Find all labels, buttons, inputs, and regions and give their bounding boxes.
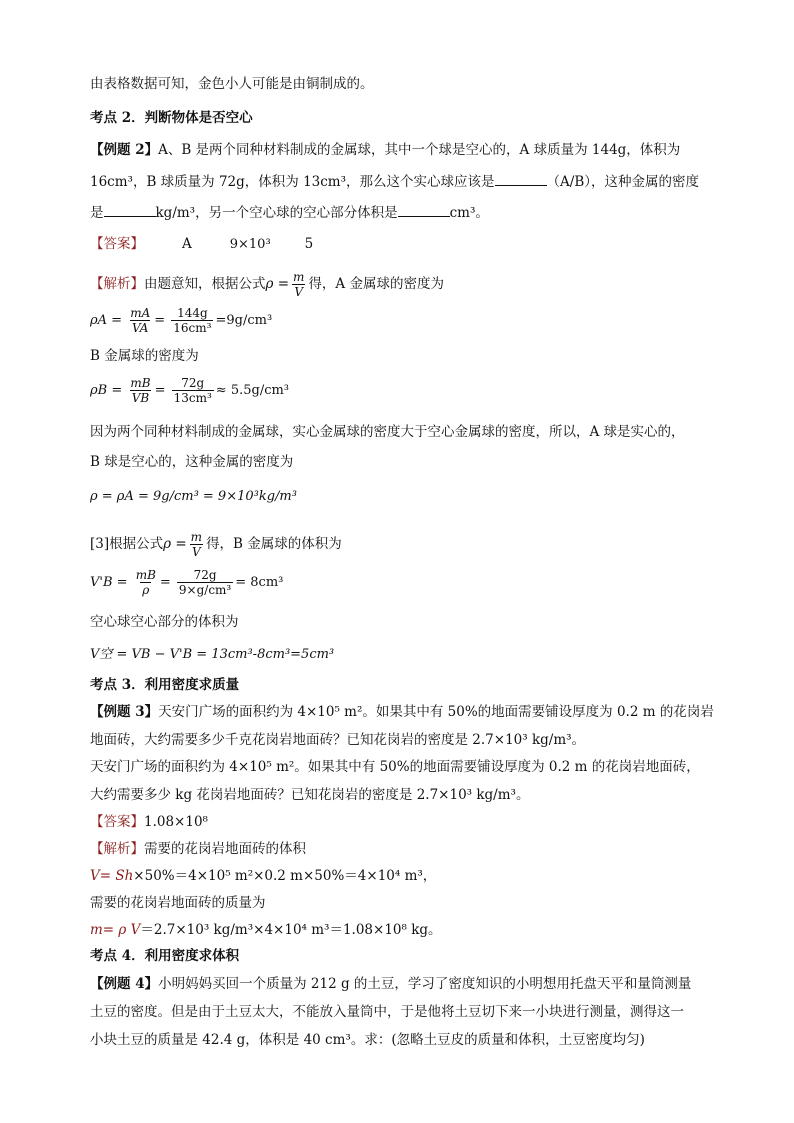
kp3-analysis-label: 【解析】 (90, 841, 144, 857)
answer-blank-2 (104, 204, 156, 217)
answer-blank-1 (495, 173, 547, 186)
hollow-label: 空心球空心部分的体积为 (90, 614, 239, 630)
kp4-question-line1 (90, 974, 691, 994)
step3-num: m (190, 530, 203, 544)
kp3-analysis-text: 需要的花岗岩地面砖的体积 (144, 841, 306, 857)
kp3-question-line2: 地面砖，大约需要多少千克花岗岩地面砖？已知花岗岩的密度是 2.7×10³ kg/m³。 (90, 732, 586, 748)
kp4-question-line3: 小块土豆的质量是 42.4 g，体积是 40 cm³。求：(忽略土豆皮的质量和体积，土豆密度均匀) (90, 1032, 645, 1048)
kp3-answer-label: 【答案】 (90, 814, 144, 830)
eq1-frac1-den: VA (131, 321, 149, 335)
kp2-q-text3b: kg/m³，另一个空心球的空心部分体积是 (155, 205, 398, 221)
kp2-eq4: V'B = $\frac{mB}{\rho}$ = $\frac{72g}{\text{9×g/cm³}}$ = 8cm³ (90, 568, 284, 597)
eq1-frac2 (171, 306, 213, 335)
eq4-frac2-den: 9×g/cm³ (178, 583, 232, 597)
eq2-rhs: ≈ 5.5g/cm³ (215, 383, 290, 398)
eq2-frac1-num: mB (130, 376, 151, 390)
eq1-frac2-den: 16cm³ (173, 321, 212, 335)
kp2-reason-line2: B 球是空心的，这种金属的密度为 (90, 454, 294, 470)
kp3-eq2-var: m= ρ V (90, 922, 141, 938)
kp4-q-text1: 小明妈妈买回一个质量为 212 g 的土豆，学习了密度知识的小明想用托盘天平和量筒测量 (158, 976, 692, 992)
kp4-heading: 考点 4．利用密度求体积 (90, 948, 240, 964)
kp2-answer-line (90, 234, 313, 255)
eq4-frac2-num: 72g (193, 568, 217, 582)
eq4-frac2 (177, 568, 233, 597)
kp2-heading: 考点 2．判断物体是否空心 (90, 110, 253, 126)
kp3-eq1-text: ×50%＝4×10⁵ m²×0.2 m×50%＝4×10⁴ m³， (133, 868, 437, 884)
step3-rho: ρ = (163, 536, 187, 552)
eq4-frac1-den: ρ (142, 583, 150, 597)
kp2-answer-label: 【答案】 (90, 236, 144, 252)
kp3-heading: 考点 3．利用密度求质量 (90, 677, 240, 693)
kp3-eq2-text: ＝2.7×10³ kg/m³×4×10⁴ m³＝1.08×10⁸ kg。 (140, 922, 442, 938)
kp2-reason-line1: 因为两个同种材料制成的金属球，实心金属球的密度大于空心金属球的密度，所以，A 球是实心的， (90, 424, 685, 440)
eq4-rhs: = 8cm³ (235, 575, 284, 590)
kp3-q-text1: 天安门广场的面积约为 4×10⁵ m²。如果其中有 50%的地面需要铺设厚度为 0.2 m 的花岗岩 (158, 704, 714, 720)
kp3-example-label: 【例题 3】 (90, 704, 159, 720)
formula-fraction (291, 270, 306, 299)
step3-text-b: 得，B 金属球的体积为 (206, 536, 342, 552)
kp2-analysis-label: 【解析】 (90, 276, 144, 292)
kp3-question-line1 (90, 702, 714, 722)
step3-text-a: [3]根据公式 (90, 536, 164, 552)
step3-den: V (192, 545, 201, 559)
eq1-frac2-num: 144g (177, 306, 208, 320)
b-density-label: B 金属球的密度为 (90, 348, 199, 364)
kp3-answer-value: 1.08×10⁸ (144, 814, 208, 830)
kp2-eq1: ρA = $\frac{mA}{VA}$ = $\frac{144g}{\text{16cm³}}$ =9g/cm³ (90, 306, 273, 335)
kp2-answer-3: 5 (304, 236, 314, 252)
kp2-question-line1 (90, 140, 680, 160)
kp3-eq2 (90, 920, 442, 940)
kp2-eq5: V空 = VB − V'B = 13cm³-8cm³=5cm³ (90, 647, 335, 662)
eq4-lhs: V'B = (90, 575, 128, 590)
eq2-frac2-den: 13cm³ (173, 391, 212, 405)
kp3-eq1-var: V= Sh (90, 868, 134, 884)
eq2-frac2-num: 72g (181, 376, 205, 390)
kp2-q-text3a: 是 (90, 205, 104, 221)
answer-blank-3 (398, 204, 450, 217)
eq2-frac1 (128, 376, 152, 405)
kp2-analysis-a: 由题意知，根据公式 (144, 276, 266, 292)
kp2-eq2: ρB = $\frac{mB}{VB}$ = $\frac{72g}{\text{13cm³}}$ ≈ 5.5g/cm³ (90, 376, 290, 405)
kp2-example-label: 【例题 2】 (90, 142, 159, 158)
kp2-step3-line (90, 530, 342, 559)
eq1-frac1-num: mA (130, 306, 151, 320)
kp3-analysis-line (90, 839, 306, 859)
kp4-question-line2: 土豆的密度。但是由于土豆太大，不能放入量筒中，于是他将土豆切下来一小块进行测量，测得这一 (90, 1004, 684, 1020)
kp2-analysis-line (90, 270, 444, 299)
formula-den: V (294, 285, 304, 299)
kp3-question-line4: 大约需要多少 kg 花岗岩地面砖？已知花岗岩的密度是 2.7×10³ kg/m³。 (90, 787, 530, 803)
eq1-rhs: =9g/cm³ (215, 313, 273, 328)
kp2-q-text3c: cm³。 (449, 205, 489, 221)
kp2-q-text1: A、B 是两个同种材料制成的金属球，其中一个球是空心的，A 球质量为 144g，体积为 (158, 142, 681, 158)
kp2-question-line2 (90, 172, 699, 192)
kp4-example-label: 【例题 4】 (90, 976, 159, 992)
eq4-frac1 (134, 568, 158, 597)
kp2-analysis-b: 得，A 金属球的密度为 (308, 276, 444, 292)
intro-line: 由表格数据可知，金色小人可能是由铜制成的。 (90, 76, 374, 92)
formula-num: m (293, 270, 305, 284)
kp2-eq3: ρ = ρA = 9g/cm³ = 9×10³kg/m³ (90, 489, 297, 504)
kp3-question-line3: 天安门广场的面积约为 4×10⁵ m²。如果其中有 50%的地面需要铺设厚度为 0.2 m 的花岗岩地面砖， (90, 759, 700, 775)
kp2-answer-2: 9×10³ (229, 237, 271, 252)
step3-fraction (189, 530, 204, 559)
eq2-frac1-den: VB (131, 391, 150, 405)
kp2-q-text2b: （A/B），这种金属的密度 (546, 174, 699, 190)
kp2-q-text2a: 16cm³，B 球质量为 72g，体积为 13cm³，那么这个实心球应该是 (90, 174, 495, 190)
kp3-eq1 (90, 866, 436, 886)
kp3-answer-line (90, 812, 208, 832)
eq1-frac1 (128, 306, 152, 335)
formula-rho: ρ = (265, 276, 290, 292)
eq1-lhs: ρA = (90, 313, 123, 328)
eq2-lhs: ρB = (90, 383, 123, 398)
eq4-frac1-num: mB (135, 568, 156, 582)
eq2-frac2 (172, 376, 214, 405)
kp2-answer-1: A (182, 236, 192, 252)
kp3-mass-label: 需要的花岗岩地面砖的质量为 (90, 895, 266, 911)
kp2-question-line3 (90, 203, 489, 223)
